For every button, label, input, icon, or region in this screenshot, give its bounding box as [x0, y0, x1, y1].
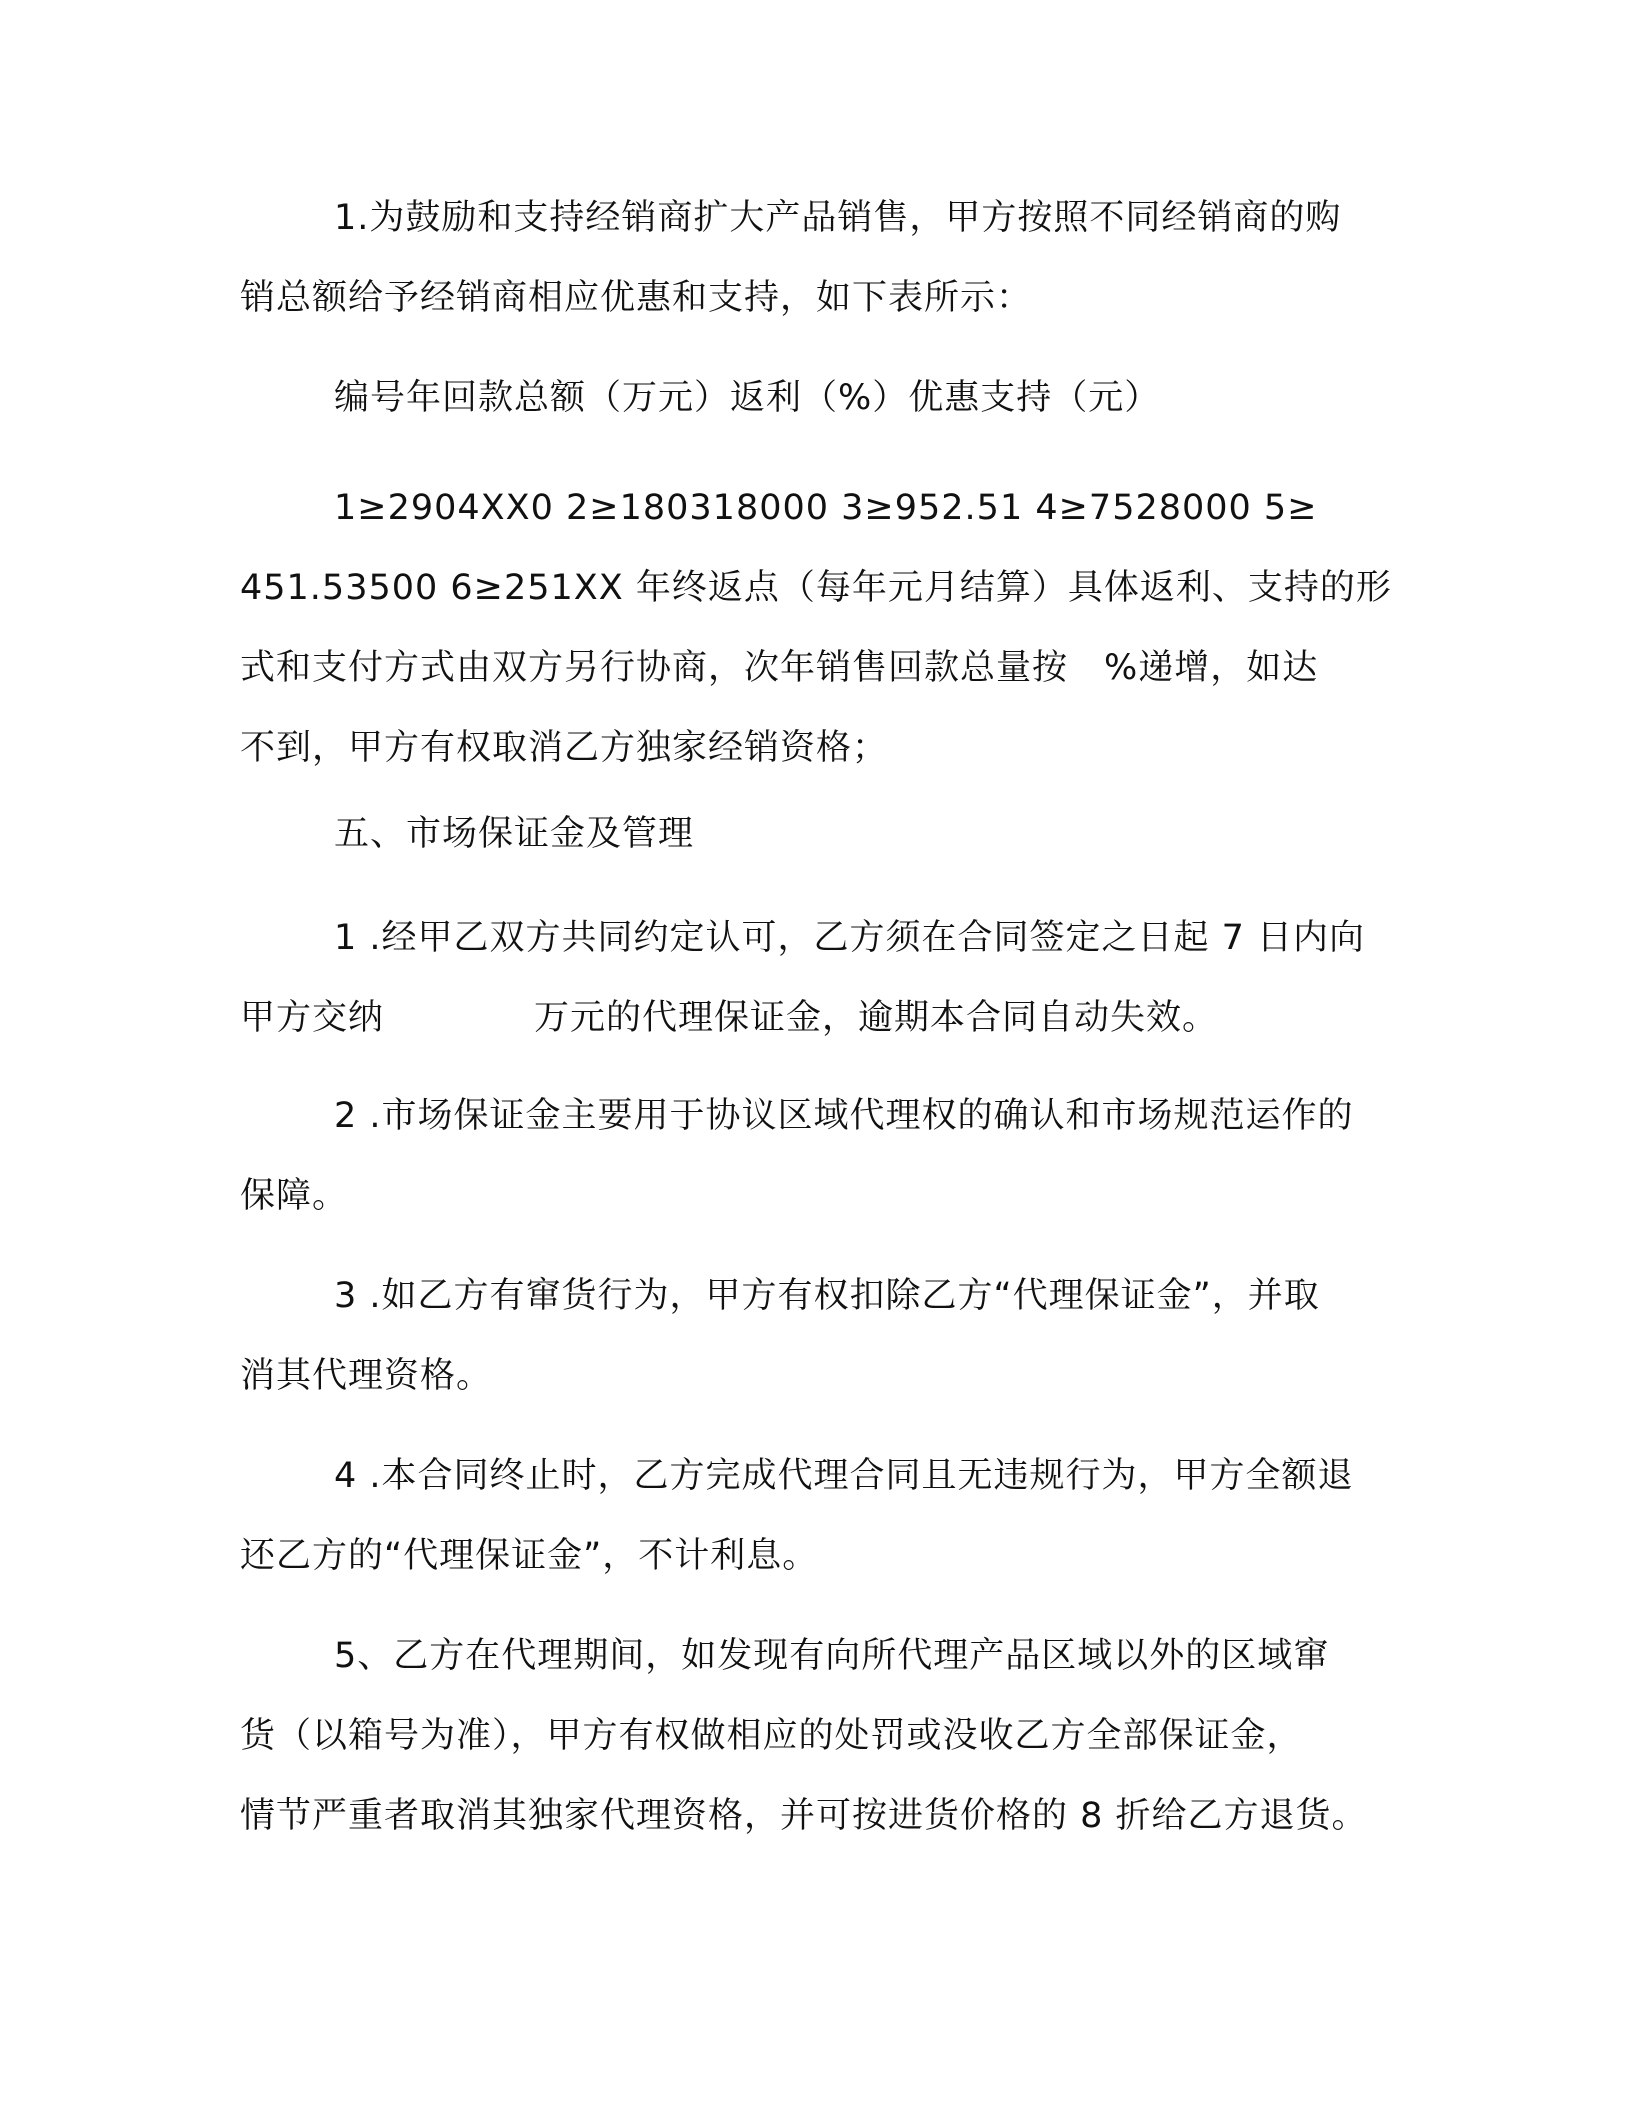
section-heading [240, 794, 1390, 874]
text-line: 451.53500 6≥251XX 年终返点（每年元月结算）具体返利、支持的形 [240, 568, 1392, 608]
text-segment: 甲方交纳 [240, 998, 385, 1038]
text-line: 货（以箱号为准），甲方有权做相应的处罚或没收乙方全部保证金， [240, 1716, 1303, 1756]
text-segment: 式和支付方式由双方另行协商，次年销售回款总量按 [240, 648, 1069, 688]
paragraph-deposit-5 [240, 1616, 1390, 1856]
text-line-with-blank [240, 978, 1390, 1058]
paragraph-rebate-intro [240, 178, 1390, 338]
paragraph-deposit-4 [240, 1436, 1390, 1596]
text-line: 2 .市场保证金主要用于协议区域代理权的确认和市场规范运作的 [334, 1096, 1354, 1136]
text-line: 4 .本合同终止时，乙方完成代理合同且无违规行为，甲方全额退 [334, 1456, 1354, 1496]
text-segment: %递增，如达 [1104, 648, 1319, 688]
text-line: 情节严重者取消其独家代理资格，并可按进货价格的 8 折给乙方退货。 [240, 1796, 1368, 1836]
text-segment: 万元的代理保证金，逾期本合同自动失效。 [534, 998, 1219, 1038]
paragraph-deposit-2 [240, 1076, 1390, 1236]
text-line: 消其代理资格。 [240, 1356, 493, 1396]
text-line: 1≥2904XX0 2≥180318000 3≥952.51 4≥7528000 5≥ [334, 488, 1318, 528]
text-line-with-blank [240, 628, 1390, 708]
text-line: 3 .如乙方有窜货行为，甲方有权扣除乙方“代理保证金”，并取 [334, 1276, 1320, 1316]
text-line: 1 .经甲乙双方共同约定认可，乙方须在合同签定之日起 7 日内向 [334, 918, 1366, 958]
paragraph-table-header [240, 358, 1390, 438]
text-line: 还乙方的“代理保证金”，不计利息。 [240, 1536, 819, 1576]
paragraph-deposit-1 [240, 898, 1390, 1058]
text-line: 1.为鼓励和支持经销商扩大产品销售，甲方按照不同经销商的购 [334, 198, 1342, 238]
section-title: 五、市场保证金及管理 [334, 814, 695, 854]
text-line: 销总额给予经销商相应优惠和支持，如下表所示： [240, 278, 1033, 318]
text-line: 不到，甲方有权取消乙方独家经销资格； [240, 728, 889, 768]
paragraph-deposit-3 [240, 1256, 1390, 1416]
text-line: 5、乙方在代理期间，如发现有向所代理产品区域以外的区域窜 [334, 1636, 1330, 1676]
paragraph-rebate-table-values [240, 468, 1390, 788]
text-line: 编号年回款总额（万元）返利（%）优惠支持（元） [334, 378, 1161, 418]
text-line: 保障。 [240, 1176, 349, 1216]
